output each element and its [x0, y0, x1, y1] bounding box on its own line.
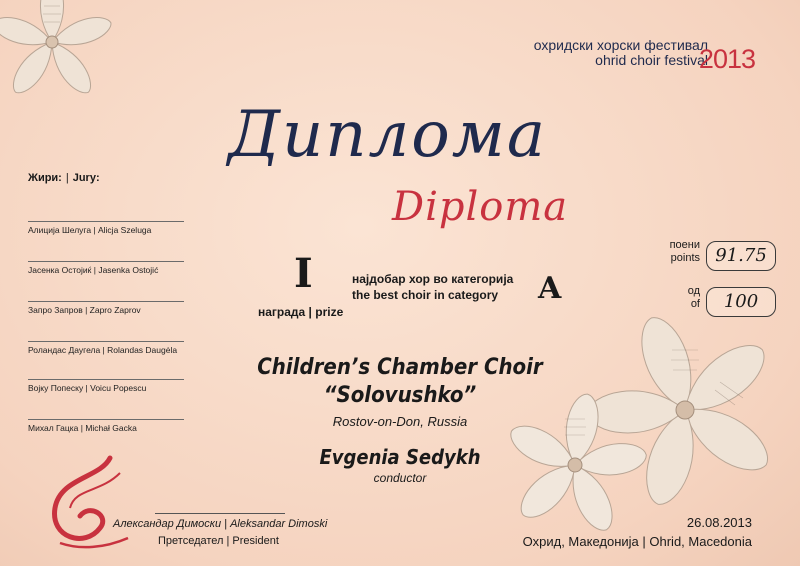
- president-name: Александар Димоски | Aleksandar Dimoski: [113, 518, 328, 530]
- jury-member: Михал Гацка | Michał Gacka: [28, 419, 184, 433]
- festival-name-en: ohrid choir festival: [595, 51, 708, 68]
- jury-member: Војку Попеску | Voicu Popescu: [28, 379, 184, 393]
- jury-member: Алиција Шелуга | Alicja Szeluga: [28, 221, 184, 235]
- conductor-name: Evgenia Sedykh: [319, 445, 481, 469]
- points-label: [640, 239, 700, 264]
- points-label-en: points: [670, 251, 700, 264]
- signature-line: [155, 513, 285, 514]
- jury-member: Јасенка Остојиќ | Jasenka Ostojić: [28, 261, 184, 275]
- jury-label-en: Jury:: [72, 172, 100, 184]
- date: 26.08.2013: [686, 515, 752, 530]
- category-label-en: the best choir in category: [352, 288, 499, 302]
- president-role: Претседател | President: [158, 535, 279, 547]
- points-max-box: 100: [706, 287, 776, 317]
- festival-header: [533, 37, 755, 74]
- jury-member: Роландас Даугела | Rolandas Daugėla: [28, 341, 184, 355]
- conductor-label: conductor: [373, 471, 427, 485]
- of-label-en: of: [690, 297, 700, 310]
- paper-flower-top-left: [0, 0, 130, 120]
- jury-label-mk: Жири:: [28, 172, 62, 184]
- place: Охрид, Македонија | Ohrid, Macedonia: [522, 534, 752, 549]
- prize-label: награда | prize: [258, 305, 344, 319]
- of-label: [640, 285, 700, 310]
- title-en: Diploma: [392, 184, 569, 230]
- jury-heading: Жири: | Jury:: [28, 172, 100, 184]
- festival-logo: [40, 448, 135, 563]
- festival-year: 2013: [698, 44, 755, 74]
- points-value-box: 91.75: [706, 241, 776, 271]
- choir-city: Rostov-on-Don, Russia: [332, 414, 468, 429]
- jury-member: Запро Запров | Zapro Zaprov: [28, 301, 184, 315]
- category-label-mk: најдобар хор во категорија: [352, 272, 514, 286]
- choir-nickname: “Solovushko”: [323, 383, 477, 408]
- points-label-mk: поени: [669, 239, 700, 251]
- festival-name-mk: охридски хорски фестивал: [533, 37, 708, 53]
- choir-name: Children’s Chamber Choir: [257, 355, 543, 380]
- paper-flower-bottom-right: [505, 297, 800, 566]
- category-letter: A: [538, 271, 562, 306]
- prize-rank: I: [294, 250, 313, 297]
- of-label-mk: од: [687, 285, 700, 297]
- title-mk: Диплома: [228, 98, 547, 172]
